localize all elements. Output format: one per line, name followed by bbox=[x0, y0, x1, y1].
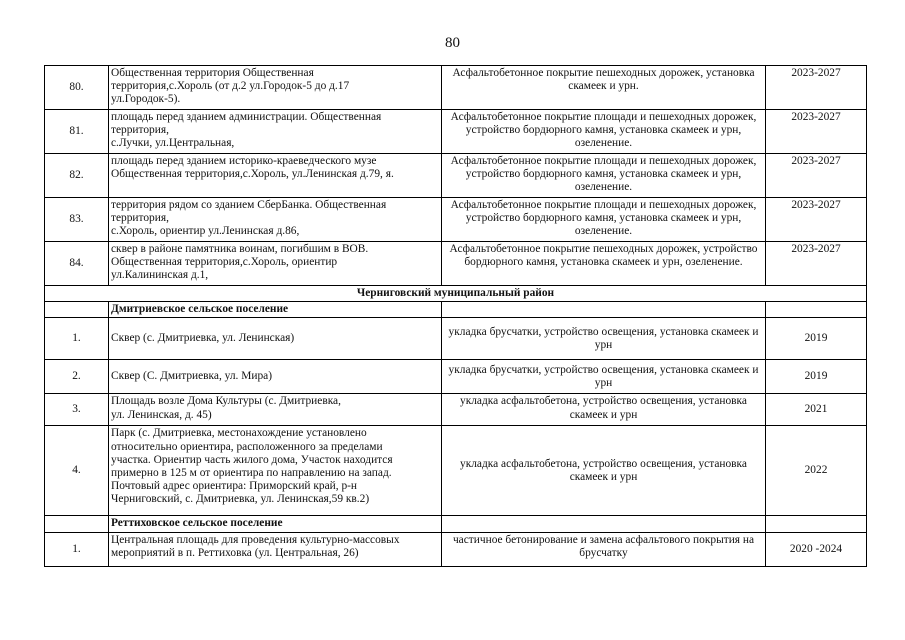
works-description: частичное бетонирование и замена асфальтового покрытия на брусчатку bbox=[442, 532, 766, 566]
years: 2022 bbox=[766, 426, 867, 516]
territory-description: Площадь возле Дома Культуры (с. Дмитриевка, ул. Ленинская, д. 45) bbox=[109, 394, 442, 426]
page-number: 80 bbox=[445, 35, 460, 51]
years: 2023-2027 bbox=[766, 198, 867, 242]
works-description: Асфальтобетонное покрытие пешеходных дорожек, устройство бордюрного камня, установка скамеек и урн, озеленение. bbox=[442, 242, 766, 286]
table-row bbox=[45, 154, 867, 198]
works-description: Асфальтобетонное покрытие пешеходных дорожек, установка скамеек и урн. bbox=[442, 66, 766, 110]
works-description: укладка брусчатки, устройство освещения, установка скамеек и урн bbox=[442, 360, 766, 394]
table-row bbox=[45, 110, 867, 154]
empty-cell bbox=[442, 302, 766, 318]
territory-description: Общественная территория Общественная территория,с.Хороль (от д.2 ул.Городок-5 до д.17 ул.Городок-5). bbox=[109, 66, 442, 110]
row-number: 3. bbox=[45, 394, 109, 426]
works-description: Асфальтобетонное покрытие площади и пешеходных дорожек, устройство бордюрного камня, установка скамеек и урн, озеленение. bbox=[442, 110, 766, 154]
table-row bbox=[45, 66, 867, 110]
years: 2019 bbox=[766, 360, 867, 394]
row-number: 80. bbox=[45, 66, 109, 110]
row-number: 4. bbox=[45, 426, 109, 516]
works-description: укладка брусчатки, устройство освещения, установка скамеек и урн bbox=[442, 318, 766, 360]
empty-cell bbox=[442, 516, 766, 532]
empty-cell bbox=[766, 302, 867, 318]
settlement-header: Дмитриевское сельское поселение bbox=[109, 302, 442, 318]
years: 2023-2027 bbox=[766, 154, 867, 198]
table-row bbox=[45, 532, 867, 566]
empty-cell bbox=[766, 516, 867, 532]
district-header: Черниговский муниципальный район bbox=[45, 286, 867, 302]
works-description: Асфальтобетонное покрытие площади и пешеходных дорожек, устройство бордюрного камня, установка скамеек и урн, озеленение. bbox=[442, 198, 766, 242]
row-number: 84. bbox=[45, 242, 109, 286]
territory-description: сквер в районе памятника воинам, погибшим в ВОВ. Общественная территория,с.Хороль, ориентир ул.Калининская д.1, bbox=[109, 242, 442, 286]
territory-description: площадь перед зданием историко-краеведческого музе Общественная территория,с.Хороль, ул.Ленинская д.79, я. bbox=[109, 154, 442, 198]
row-number: 1. bbox=[45, 532, 109, 566]
years: 2023-2027 bbox=[766, 110, 867, 154]
works-description: укладка асфальтобетона, устройство освещения, установка скамеек и урн bbox=[442, 426, 766, 516]
row-number: 81. bbox=[45, 110, 109, 154]
works-description: укладка асфальтобетона, устройство освещения, установка скамеек и урн bbox=[442, 394, 766, 426]
row-number: 82. bbox=[45, 154, 109, 198]
table-row bbox=[45, 318, 867, 360]
district-header-row bbox=[45, 286, 867, 302]
years: 2021 bbox=[766, 394, 867, 426]
row-number: 83. bbox=[45, 198, 109, 242]
territory-description: Сквер (с. Дмитриевка, ул. Ленинская) bbox=[109, 318, 442, 360]
territories-table bbox=[44, 65, 867, 567]
table-row bbox=[45, 360, 867, 394]
settlement-header: Реттиховское сельское поселение bbox=[109, 516, 442, 532]
years: 2019 bbox=[766, 318, 867, 360]
empty-cell bbox=[45, 302, 109, 318]
row-number: 1. bbox=[45, 318, 109, 360]
table-row bbox=[45, 394, 867, 426]
territory-description: площадь перед зданием администрации. Общественная территория, с.Лучки, ул.Центральная, bbox=[109, 110, 442, 154]
settlement-header-row bbox=[45, 516, 867, 532]
territory-description: Парк (с. Дмитриевка, местонахождение установлено относительно ориентира, расположенного за пределами участка. Ориентир часть жилого дома, Участок находится примерно в 125 м от ориентира по направлению на запад. Почтовый адрес ориентира: Приморский край, р-н Черниговский, с. Дмитриевка, ул. Ленинская,59 кв.2) bbox=[109, 426, 442, 516]
territory-description: Сквер (С. Дмитриевка, ул. Мира) bbox=[109, 360, 442, 394]
table-row bbox=[45, 426, 867, 516]
years: 2023-2027 bbox=[766, 242, 867, 286]
table-row bbox=[45, 198, 867, 242]
row-number: 2. bbox=[45, 360, 109, 394]
territory-description: территория рядом со зданием СберБанка. Общественная территория, с.Хороль, ориентир ул.Ленинская д.86, bbox=[109, 198, 442, 242]
settlement-header-row bbox=[45, 302, 867, 318]
table-row bbox=[45, 242, 867, 286]
empty-cell bbox=[45, 516, 109, 532]
works-description: Асфальтобетонное покрытие площади и пешеходных дорожек, устройство бордюрного камня, установка скамеек и урн, озеленение. bbox=[442, 154, 766, 198]
years: 2023-2027 bbox=[766, 66, 867, 110]
territory-description: Центральная площадь для проведения культурно-массовых мероприятий в п. Реттиховка (ул. Центральная, 26) bbox=[109, 532, 442, 566]
years: 2020 -2024 bbox=[766, 532, 867, 566]
